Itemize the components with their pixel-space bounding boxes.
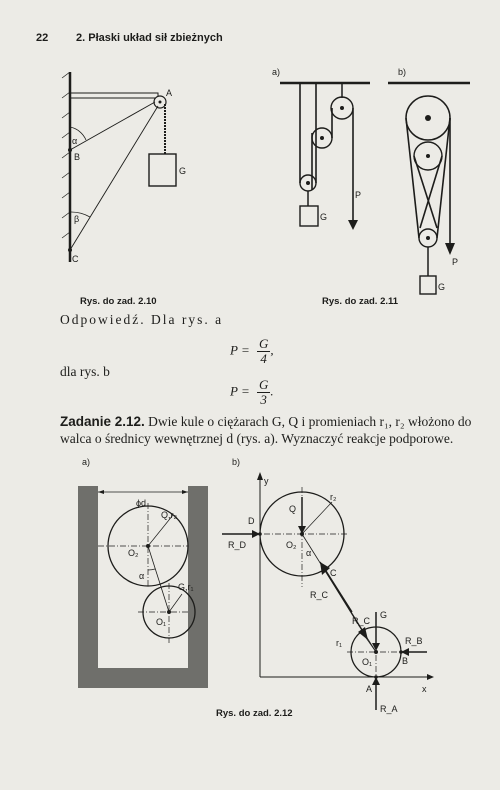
label-rb: R_B: [405, 636, 423, 646]
label-r1: r₁: [336, 638, 343, 648]
fig-2-11-label-a: a): [272, 67, 281, 77]
label-y: y: [264, 476, 269, 486]
label-b: B: [74, 152, 81, 162]
label-c: C: [330, 568, 337, 578]
label-alpha: α: [72, 136, 78, 146]
label-p-a: P: [355, 190, 362, 200]
label-alpha-a: α: [139, 571, 145, 581]
label-a: A: [166, 88, 173, 98]
label-g-r1: G,r₁: [178, 582, 194, 592]
label-g: G: [380, 610, 388, 620]
task-line-2: walca o średnicy wewnętrznej d (rys. a). Wyznaczyć reakcje podporowe.: [60, 431, 454, 446]
answer-text-b: dla rys. b: [60, 364, 110, 379]
formula-b-lhs: P =: [230, 383, 250, 399]
formula-a: [230, 337, 274, 366]
task-title: Zadanie 2.12.: [60, 414, 145, 429]
formula-a-tail: ,: [270, 342, 274, 358]
figure-2-12-a: [78, 478, 208, 688]
task-line-1: [60, 413, 490, 430]
caption-2-10: Rys. do zad. 2.10: [80, 296, 157, 307]
label-q: Q: [289, 504, 297, 514]
formula-a-num: G: [258, 336, 269, 351]
label-x: x: [422, 684, 427, 694]
label-o1-b: O₁: [362, 657, 373, 667]
label-r2: r₂: [330, 492, 337, 502]
caption-2-12: Rys. do zad. 2.12: [216, 708, 293, 719]
formula-b-den: 3: [260, 392, 267, 407]
label-rc-1: R_C: [310, 590, 329, 600]
figure-2-12-b: [222, 462, 437, 720]
fig-2-12-label-a: a): [82, 457, 91, 467]
label-p-b: P: [452, 257, 459, 267]
label-g-b: G: [438, 282, 446, 292]
page-number: 22: [36, 32, 49, 44]
label-alpha-b: α: [306, 548, 312, 558]
label-c: C: [72, 254, 79, 264]
label-g: G: [179, 166, 187, 176]
label-o2-b: O₂: [286, 540, 297, 550]
task-line1: Dwie kule o ciężarach G, Q i promieniach r₁, r₂ włożono do: [148, 414, 472, 429]
formula-b-num: G: [258, 377, 269, 392]
label-g-a: G: [320, 212, 328, 222]
formula-b-tail: .: [270, 383, 274, 399]
label-q-r2: Q,r₂: [161, 510, 177, 520]
label-phi-d: ϕd: [136, 498, 147, 508]
label-a: A: [366, 684, 373, 694]
answer-text: Odpowiedź. Dla rys. a: [60, 312, 224, 327]
label-rc-2: R_C: [352, 616, 371, 626]
label-rd: R_D: [228, 540, 247, 550]
chapter-title: 2. Płaski układ sił zbieżnych: [76, 32, 223, 44]
figure-2-11: [280, 78, 470, 296]
fig-2-11-label-b: b): [398, 67, 407, 77]
label-beta: β: [74, 214, 80, 224]
formula-a-lhs: P =: [230, 342, 250, 358]
label-o1: O₁: [156, 617, 167, 627]
label-b: B: [402, 656, 409, 666]
formula-a-den: 4: [260, 351, 267, 366]
label-o2: O₂: [128, 548, 139, 558]
formula-b: [230, 378, 274, 407]
fig-2-12-label-b: b): [232, 457, 241, 467]
figure-2-10: [60, 72, 200, 267]
label-ra: R_A: [380, 704, 398, 714]
label-d: D: [248, 516, 255, 526]
caption-2-11: Rys. do zad. 2.11: [322, 296, 399, 307]
